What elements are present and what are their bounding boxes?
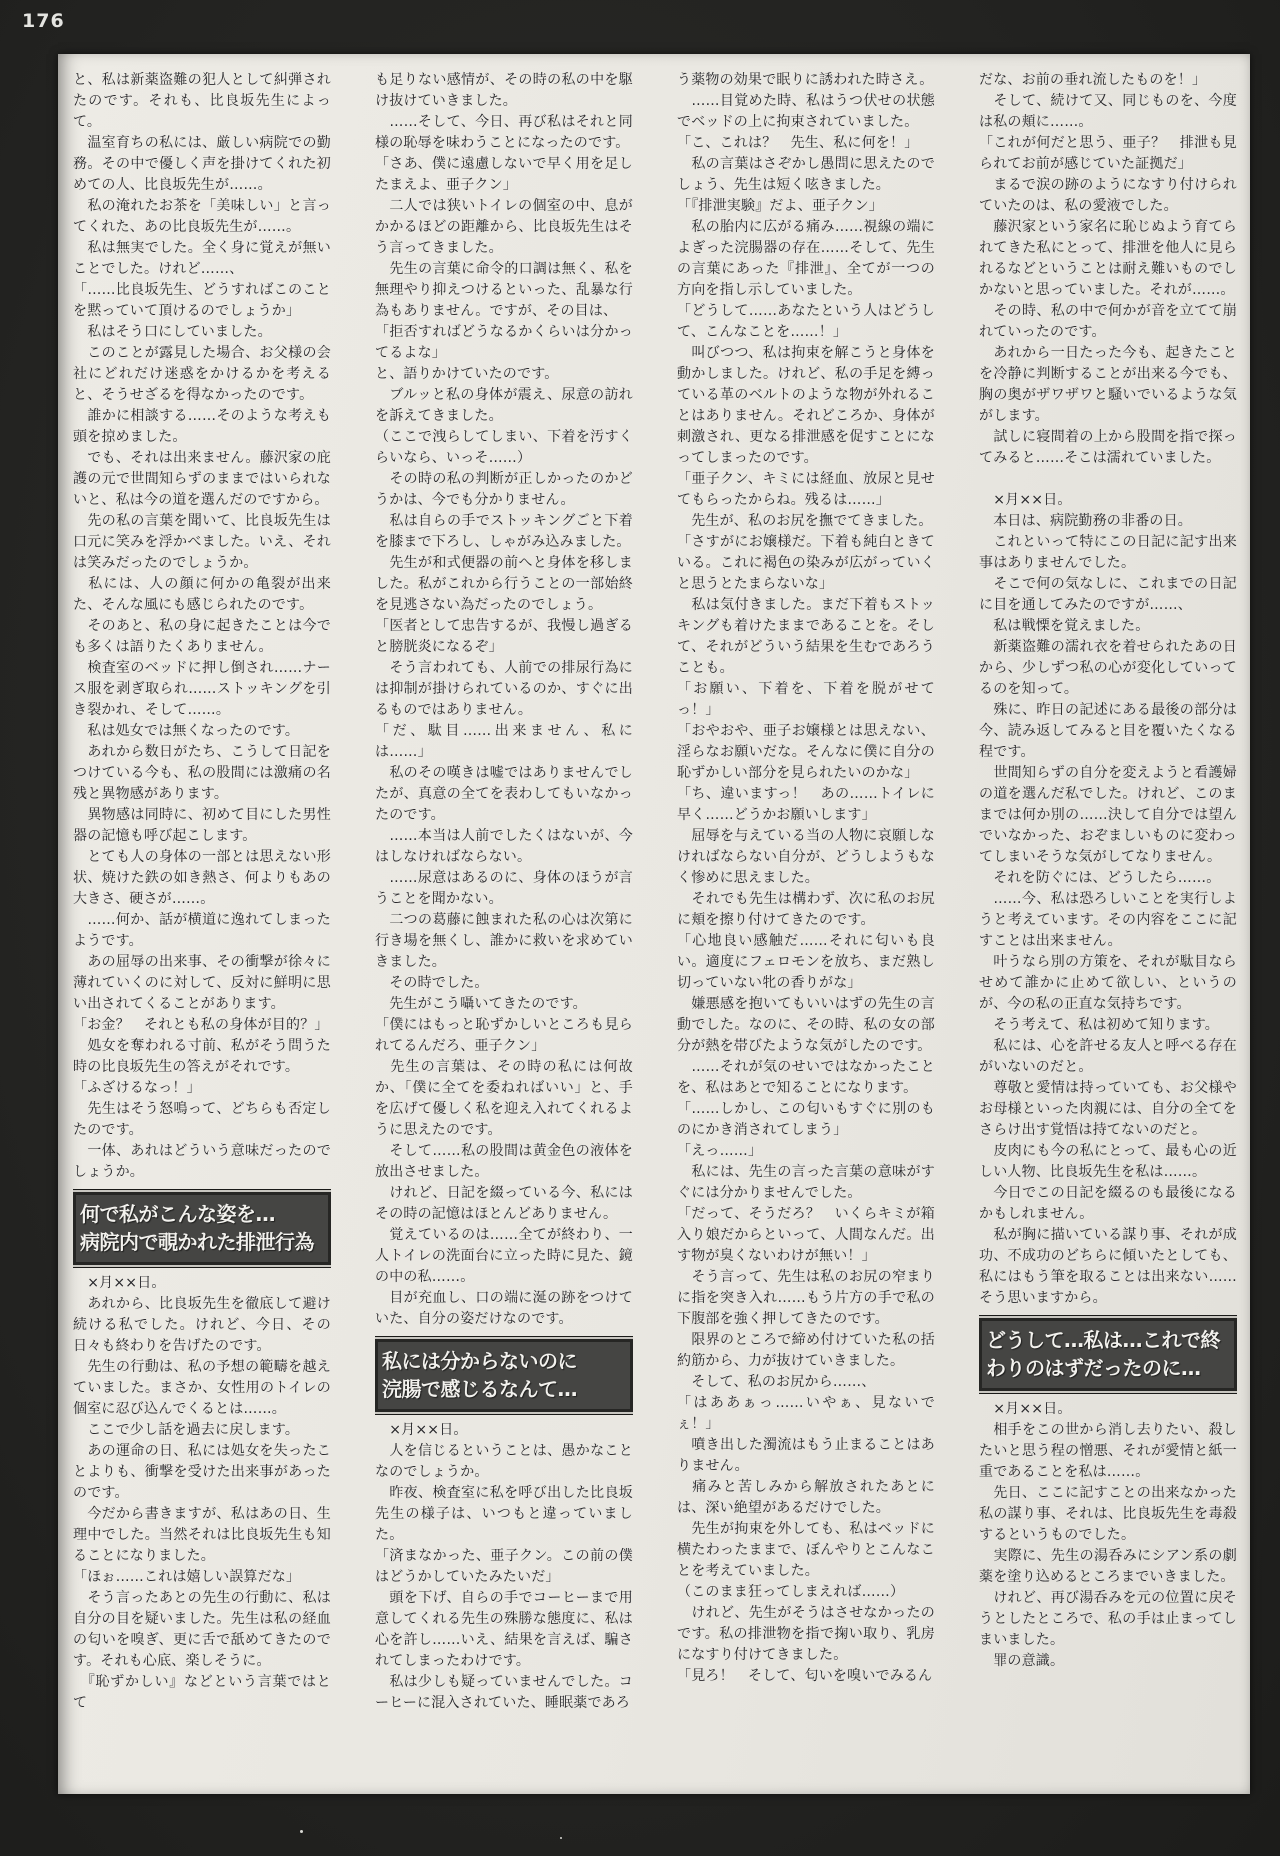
paragraph: あれから数日がたち、こうして日記をつけている今も、私の股間には激痛の名残と異物感があります。 — [73, 744, 331, 802]
paragraph: それを防ぐには、どうしたら……。 — [979, 870, 1221, 886]
paragraph: 私は戦慄を覚えました。 — [979, 618, 1150, 634]
paragraph: 私の言葉はさぞかし愚問に思えたのでしょう、先生は短く呟きました。 — [677, 156, 935, 193]
paragraph: 「さあ、僕に遠慮しないで早く用を足したまえよ、亜子クン」 — [375, 156, 633, 193]
section-header-line: わりのはずだったのに… — [986, 1356, 1201, 1380]
dust-speck — [560, 1837, 562, 1839]
text-column-1 — [73, 70, 331, 1714]
paragraph: 二つの葛藤に蝕まれた私の心は次第に行き場を無くし、誰かに救いを求めていきました。 — [375, 912, 633, 970]
paragraph: あれから一日たった今も、起きたことを冷静に判断することが出来る今でも、胸の奥がザワザワと騒いでいるような気がします。 — [979, 345, 1237, 424]
paragraph: ブルッと私の身体が震え、尿意の訪れを訴えてきました。 — [375, 387, 633, 424]
paragraph: 屈辱を与えている当の人物に哀願しなければならない自分が、どうしようもなく惨めに思えました。 — [677, 828, 935, 886]
paragraph: そう言ったあとの先生の行動に、私は自分の目を疑いました。先生は私の経血の匂いを嗅ぎ、更に舌で舐めてきたのです。それも心底、楽しそうに。 — [73, 1590, 331, 1669]
paragraph: 「こ、これは？ 先生、私に何を！」 — [677, 135, 919, 151]
paragraph: ×月××日。 — [979, 1401, 1072, 1417]
paragraph: けれど、先生がそうはさせなかったのです。私の排泄物を指で掬い取り、乳房になすり付けてきました。 — [677, 1605, 935, 1663]
scanned-page — [58, 54, 1250, 1794]
paragraph: 先の私の言葉を聞いて、比良坂先生は口元に笑みを浮かべました。いえ、それは笑みだったのでしょうか。 — [73, 513, 331, 571]
paragraph: そこで何の気なしに、これまでの日記に目を通してみたのですが……、 — [979, 576, 1237, 613]
section-header-line: 私には分からないのに — [382, 1349, 577, 1373]
paragraph: 「ふざけるなっ！」 — [73, 1080, 201, 1096]
paragraph: 限界のところで締め付けていた私の括約筋から、力が抜けていきました。 — [677, 1332, 935, 1369]
paragraph: そう言われても、人前での排尿行為には抑制が掛けられているのか、すぐに出るものではありません。 — [375, 660, 633, 718]
paragraph: 先生の言葉に命令的口調は無く、私を無理やり抑えつけるといった、乱暴な行為もありません。ですが、その目は、 — [375, 261, 633, 319]
paragraph: 「お願い、下着を、下着を脱がせてっ！」 — [677, 681, 935, 718]
paragraph: ×月××日。 — [73, 1275, 166, 1291]
section-header-line: 浣腸で感じるなんて… — [382, 1377, 577, 1401]
paragraph: 「『排泄実験』だよ、亜子クン」 — [677, 198, 883, 214]
paragraph: 私はそう口にしていました。 — [73, 324, 272, 340]
paragraph: 尊敬と愛情は持っていても、お父様やお母様といった肉親には、自分の全てをさらけ出す覚悟は持てないのだと。 — [979, 1080, 1237, 1138]
paragraph: 異物感は同時に、初めて目にした男性器の記憶も呼び起こします。 — [73, 807, 331, 844]
paragraph: ……本当は人前でしたくはないが、今はしなければならない。 — [375, 828, 633, 865]
paragraph: まるで涙の跡のようになすり付けられていたのは、私の愛液でした。 — [979, 177, 1237, 214]
paragraph: けれど、再び湯呑みを元の位置に戻そうとしたところで、私の手は止まってしまいました。 — [979, 1590, 1237, 1648]
paragraph: 先生はそう怒鳴って、どちらも否定したのです。 — [73, 1101, 331, 1138]
paragraph: 私は気付きました。まだ下着もストッキングも着けたままであることを。そして、それがどういう結果を生むであろうことも。 — [677, 597, 935, 676]
paragraph: けれど、日記を綴っている今、私にはその時の記憶はほとんどありません。 — [375, 1185, 633, 1222]
paragraph: 「だって、そうだろ？ いくらキミが箱入り娘だからといって、人間なんだ。出す物が臭くないわけが無い！」 — [677, 1206, 935, 1264]
paragraph: その時の私の判断が正しかったのかどうかは、今でも分かりません。 — [375, 471, 633, 508]
paragraph: 「お金？ それとも私の身体が目的？」 — [73, 1017, 329, 1033]
paragraph: とても人の身体の一部とは思えない形状、焼けた鉄の如き熱さ、何よりもあの大きさ、硬さが……。 — [73, 849, 331, 907]
section-header-line: どうして…私は…これで終 — [986, 1328, 1220, 1352]
paragraph: 殊に、昨日の記述にある最後の部分は今、読み返してみると目を覆いたくなる程です。 — [979, 702, 1237, 760]
columns — [58, 54, 1250, 1794]
paragraph: 「はああぁっ……いやぁ、見ないでぇ！」 — [677, 1395, 935, 1432]
paragraph: 私には、人の顔に何かの亀裂が出来た、そんな風にも感じられたのです。 — [73, 576, 331, 613]
paragraph: 温室育ちの私には、厳しい病院での勤務。その中で優しく声を掛けてくれた初めての人、比良坂先生が……。 — [73, 135, 331, 193]
paragraph: 実際に、先生の湯呑みにシアン系の劇薬を塗り込めるところまでいきました。 — [979, 1548, 1237, 1585]
paragraph: 「ほぉ……これは嬉しい誤算だな」 — [73, 1569, 301, 1585]
paragraph: 検査室のベッドに押し倒され……ナース服を剥ぎ取られ……ストッキングを引き裂かれ、そして……。 — [73, 660, 331, 718]
paragraph: 噴き出した濁流はもう止まることはありません。 — [677, 1437, 935, 1474]
paragraph: 先生がこう囁いてきたのです。 — [375, 996, 587, 1012]
paragraph: 「済まなかった、亜子クン。この前の僕はどうかしていたみたいだ」 — [375, 1548, 633, 1585]
paragraph: あの運命の日、私には処女を失ったことよりも、衝撃を受けた出来事があったのです。 — [73, 1443, 331, 1501]
paragraph: 『恥ずかしい』などという言葉ではとて — [73, 1674, 331, 1711]
paragraph: 先日、ここに記すことの出来なかった私の謀り事、それは、比良坂先生を毒殺するというものでした。 — [979, 1485, 1237, 1543]
paragraph: 私が胸に描いている謀り事、それが成功、不成功のどちらに傾いたとしても、私にはもう筆を取ることは出来ない……そう思いますから。 — [979, 1227, 1237, 1306]
paragraph: 人を信じるということは、愚かなことなのでしょうか。 — [375, 1443, 633, 1480]
paragraph: そして、続けて又、同じものを、今度は私の頬に……。 — [979, 93, 1237, 130]
paragraph: 私の胎内に広がる痛み……視線の端によぎった浣腸器の存在……そして、先生の言葉にあった『排泄』、全てが一つの方向を指し示していました。 — [677, 219, 935, 298]
paragraph: 叫びつつ、私は拘束を解こうと身体を動かしました。けれど、私の手足を縛っている革のベルトのような物が外れることはありません。それどころか、身体が刺激され、更なる排泄感を促すことになってしまったのです。 — [677, 345, 935, 466]
paragraph: 先生の言葉は、その時の私には何故か、「僕に全てを委ねればいい」と、手を広げて優しく私を迎え入れてくれるように思えたのです。 — [375, 1059, 633, 1138]
paragraph: 「……しかし、この匂いもすぐに別のものにかき消されてしまう」 — [677, 1101, 935, 1138]
paragraph: 「亜子クン、キミには経血、放尿と見せてもらったからね。残るは……」 — [677, 471, 935, 508]
paragraph: 私のその嘆きは嘘ではありませんでしたが、真意の全てを表わしてもいなかったのです。 — [375, 765, 633, 823]
paragraph: 今日でこの日記を綴るのも最後になるかもしれません。 — [979, 1185, 1237, 1222]
paragraph: ……何か、話が横道に逸れてしまったようです。 — [73, 912, 331, 949]
paragraph: ……目覚めた時、私はうつ伏せの状態でベッドの上に拘束されていました。 — [677, 93, 935, 130]
paragraph: う薬物の効果で眠りに誘われた時さえ。 — [677, 72, 934, 88]
paragraph: 試しに寝間着の上から股間を指で探ってみると……そこは濡れていました。 — [979, 429, 1237, 466]
section-header-line: 病院内で覗かれた排泄行為 — [80, 1230, 314, 1254]
paragraph: 「どうして……あなたという人はどうして、こんなことを……！」 — [677, 303, 935, 340]
paragraph: 「心地良い感触だ……それに匂いも良い。適度にフェロモンを放ち、まだ熟し切っていない牝の香りがな」 — [677, 933, 935, 991]
paragraph: ……尿意はあるのに、身体のほうが言うことを聞かない。 — [375, 870, 633, 907]
paragraph: 先生が、私のお尻を撫でてきました。 — [677, 513, 933, 529]
paragraph: 頭を下げ、自らの手でコーヒーまで用意してくれる先生の殊勝な態度に、私は心を許し……いえ、結果を言えば、騙されてしまったわけです。 — [375, 1590, 633, 1669]
paragraph: 世間知らずの自分を変えようと看護婦の道を選んだ私でした。けれど、このままでは何か別の……決して自分では望んでいなかった、おぞましいものに変わってしまいそうな気がしてなりません。 — [979, 765, 1237, 865]
paragraph: 私は少しも疑っていませんでした。コーヒーに混入されていた、睡眠薬であろ — [375, 1674, 633, 1711]
paragraph: ……それが気のせいではなかったことを、私はあとで知ることになります。 — [677, 1059, 935, 1096]
paragraph: そのあと、私の身に起きたことは今でも多くは語りたくありません。 — [73, 618, 331, 655]
paragraph: 私の淹れたお茶を「美味しい」と言ってくれた、あの比良坂先生が……。 — [73, 198, 331, 235]
paragraph: 罪の意識。 — [979, 1653, 1065, 1669]
paragraph: 今だから書きますが、私はあの日、生理中でした。当然それは比良坂先生も知ることになりました。 — [73, 1506, 331, 1564]
paragraph: そして……私の股間は黄金色の液体を放出させました。 — [375, 1143, 633, 1180]
section-header — [73, 1192, 331, 1265]
paragraph: （ここで洩らしてしまい、下着を汚すくらいなら、いっそ……） — [375, 429, 633, 466]
paragraph: 「見ろ！ そして、匂いを嗅いでみるん — [677, 1668, 933, 1684]
paragraph: 私には、先生の言った言葉の意味がすぐには分かりませんでした。 — [677, 1164, 935, 1201]
paragraph: （このまま狂ってしまえれば……） — [677, 1584, 905, 1600]
paragraph: そう考えて、私は初めて知ります。 — [979, 1017, 1219, 1033]
paragraph: 二人では狭いトイレの個室の中、息がかかるほどの距離から、比良坂先生はそう言ってきました。 — [375, 198, 633, 256]
dust-speck — [300, 1830, 303, 1833]
paragraph: それでも先生は構わず、次に私のお尻に頬を擦り付けてきたのです。 — [677, 891, 935, 928]
paragraph: 相手をこの世から消し去りたい、殺したいと思う程の憎悪、それが愛情と紙一重であることを私は……。 — [979, 1422, 1237, 1480]
paragraph: これといって特にこの日記に記す出来事はありませんでした。 — [979, 534, 1237, 571]
paragraph: と、語りかけていたのです。 — [375, 366, 559, 382]
paragraph: そして、私のお尻から……、 — [677, 1374, 876, 1390]
text-column-3 — [677, 70, 935, 1687]
paragraph: 皮肉にも今の私にとって、最も心の近しい人物、比良坂先生を私は……。 — [979, 1143, 1237, 1180]
paragraph: 「ち、違いますっ！ あの……トイレに早く……どうかお願いします」 — [677, 786, 935, 823]
paragraph: そう言って、先生は私のお尻の窄まりに指を突き入れ……もう片方の手で私の下腹部を強く押してきたのです。 — [677, 1269, 935, 1327]
paragraph: あれから、比良坂先生を徹底して避け続ける私でした。けれど、今日、その日々も終わりを告げたのです。 — [73, 1296, 331, 1354]
text-column-2 — [375, 70, 633, 1714]
paragraph: 私には、心を許せる友人と呼べる存在がいないのだと。 — [979, 1038, 1237, 1075]
paragraph: その時でした。 — [375, 975, 489, 991]
paragraph: でも、それは出来ません。藤沢家の庇護の元で世間知らずのままではいられないと、私は今の道を選んだのですから。 — [73, 450, 331, 508]
paragraph: 処女を奪われる寸前、私がそう問うた時の比良坂先生の答えがそれです。 — [73, 1038, 331, 1075]
paragraph: 誰かに相談する……そのような考えも頭を掠めました。 — [73, 408, 331, 445]
paragraph: ……そして、今日、再び私はそれと同様の恥辱を味わうことになったのです。 — [375, 114, 633, 151]
paragraph: 先生が拘束を外しても、私はベッドに横たわったままで、ぼんやりとこんなことを考えていました。 — [677, 1521, 935, 1579]
paragraph: 昨夜、検査室に私を呼び出した比良坂先生の様子は、いつもと違っていました。 — [375, 1485, 633, 1543]
paragraph: と、私は新薬盗難の犯人として糾弾されたのです。それも、比良坂先生によって。 — [73, 72, 331, 130]
section-header-line: 何で私がこんな姿を… — [80, 1202, 275, 1226]
paragraph: 「拒否すればどうなるかくらいは分かってるよな」 — [375, 324, 633, 361]
paragraph: 覚えているのは……全てが終わり、一人トイレの洗面台に立った時に見た、鏡の中の私……。 — [375, 1227, 633, 1285]
section-header — [979, 1318, 1237, 1391]
paragraph: 「おやおや、亜子お嬢様とは思えない、淫らなお願いだな。そんなに僕に自分の恥ずかしい部分を見られたいのかな」 — [677, 723, 935, 781]
paragraph: 痛みと苦しみから解放されたあとには、深い絶望があるだけでした。 — [677, 1479, 935, 1516]
paragraph: 「これが何だと思う、亜子？ 排泄も見られてお前が感じていた証拠だ」 — [979, 135, 1237, 172]
paragraph: 私は処女では無くなったのです。 — [73, 723, 300, 739]
section-header — [375, 1339, 633, 1412]
paragraph: 「……比良坂先生、どうすればこのことを黙っていて頂けるのでしょうか」 — [73, 282, 331, 319]
paragraph: ×月××日。 — [375, 1422, 468, 1438]
paragraph: 目が充血し、口の端に涎の跡をつけていた、自分の姿だけなのです。 — [375, 1290, 633, 1327]
paragraph: 先生が和式便器の前へと身体を移しました。私がこれから行うことの一部始終を見逃さない為だったのでしょう。 — [375, 555, 633, 613]
paragraph: 新薬盗難の濡れ衣を着せられたあの日から、少しずつ私の心が変化していってるのを知って。 — [979, 639, 1237, 697]
paragraph: 「だ、駄目……出来ません、私には……」 — [375, 723, 633, 760]
paragraph: 「えっ……」 — [677, 1143, 763, 1159]
paragraph: 叶うなら別の方策を、それが駄目ならせめて誰かに止めて欲しい、というのが、今の私の正直な気持ちです。 — [979, 954, 1237, 1012]
paragraph: 「さすがにお嬢様だ。下着も純白ときている。これに褐色の染みが広がっていくと思うとたまらないな」 — [677, 534, 935, 592]
paragraph: も足りない感情が、その時の私の中を駆け抜けていきました。 — [375, 72, 633, 109]
paragraph: ×月××日。 — [979, 492, 1072, 508]
paragraph: その時、私の中で何かが音を立てて崩れていったのです。 — [979, 303, 1237, 340]
paragraph: 嫌悪感を抱いてもいいはずの先生の言動でした。なのに、その時、私の女の部分が熱を帯びたような気がしたのです。 — [677, 996, 935, 1054]
paragraph: ここで少し話を過去に戻します。 — [73, 1422, 300, 1438]
paragraph: 「僕にはもっと恥ずかしいところも見られてるんだろ、亜子クン」 — [375, 1017, 633, 1054]
paragraph: 私は自らの手でストッキングごと下着を膝まで下ろし、しゃがみ込みました。 — [375, 513, 633, 550]
paragraph: 一体、あれはどういう意味だったのでしょうか。 — [73, 1143, 331, 1180]
paragraph: 私は無実でした。全く身に覚えが無いことでした。けれど……、 — [73, 240, 331, 277]
paragraph: 先生の行動は、私の予想の範疇を越えていました。まさか、女性用のトイレの個室に忍び込んでくるとは……。 — [73, 1359, 331, 1417]
paragraph: このことが露見した場合、お父様の会社にどれだけ迷惑をかけるかを考えると、そうせざるを得なかったのです。 — [73, 345, 331, 403]
paragraph: あの屈辱の出来事、その衝撃が徐々に薄れていくのに対して、反対に鮮明に思い出されてくることがあります。 — [73, 954, 331, 1012]
text-column-4 — [979, 70, 1237, 1672]
paragraph-gap — [979, 469, 1237, 490]
paragraph: 本日は、病院勤務の非番の日。 — [979, 513, 1192, 529]
paragraph: 「医者として忠告するが、我慢し過ぎると膀胱炎になるぞ」 — [375, 618, 633, 655]
paragraph: ……今、私は恐ろしいことを実行しようと考えています。その内容をここに記すことは出来ません。 — [979, 891, 1237, 949]
paragraph: 藤沢家という家名に恥じぬよう育てられてきた私にとって、排泄を他人に見られるなどということは耐え難いものでしかないと思っていました。それが……。 — [979, 219, 1237, 298]
paragraph: だな、お前の垂れ流したものを！」 — [979, 72, 1207, 88]
page-number: 176 — [22, 10, 65, 32]
